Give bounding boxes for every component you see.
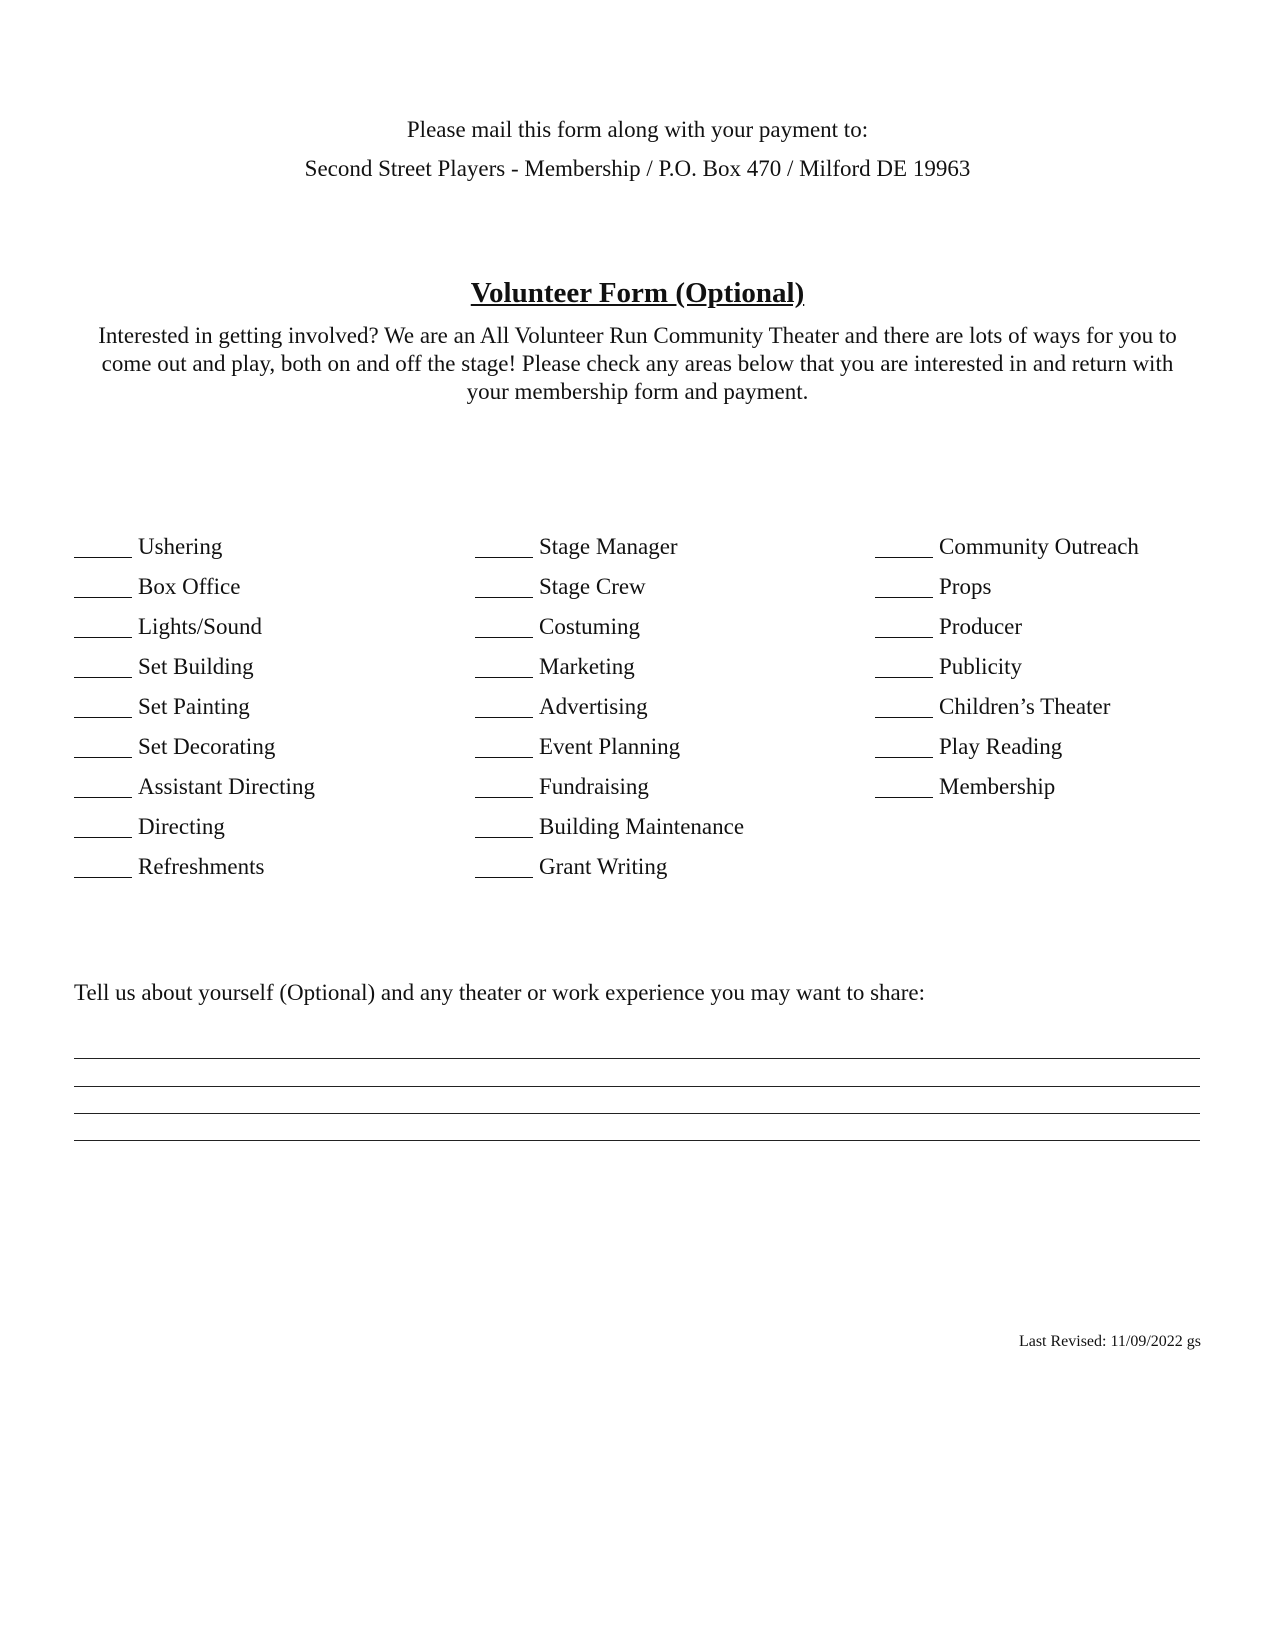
about-prompt: Tell us about yourself (Optional) and any theater or work experience you may want to share: [74,980,926,1005]
option-costuming [475,613,865,653]
option-directing [74,813,464,853]
check-blank[interactable] [74,813,132,838]
option-label: Producer [939,614,1023,639]
option-label: Set Decorating [138,734,276,759]
option-advertising [475,693,865,733]
check-blank[interactable] [74,653,132,678]
option-label: Costuming [539,614,640,639]
intro-paragraph: Interested in getting involved? We are an All Volunteer Run Community Theater and there are lots of ways for you to come out and play, both on and off the stage! Please check any areas below that you are interested in and return with your membership form and payment. [98,323,1177,404]
check-blank[interactable] [875,693,933,718]
option-set-painting [74,693,464,733]
check-blank[interactable] [875,773,933,798]
option-label: Props [939,574,992,599]
option-set-decorating [74,733,464,773]
option-refreshments [74,853,464,893]
check-blank[interactable] [74,693,132,718]
option-label: Fundraising [539,774,649,799]
check-blank[interactable] [74,573,132,598]
option-producer [875,613,1265,653]
check-blank[interactable] [475,573,533,598]
option-label: Assistant Directing [138,774,315,799]
check-blank[interactable] [74,733,132,758]
option-label: Advertising [539,694,648,719]
check-blank[interactable] [875,733,933,758]
option-childrens-theater [875,693,1265,733]
option-stage-crew [475,573,865,613]
option-label: Play Reading [939,734,1063,759]
option-box-office [74,573,464,613]
option-label: Event Planning [539,734,681,759]
option-label: Box Office [138,574,241,599]
option-stage-manager [475,533,865,573]
options-column-2 [475,533,865,893]
option-label: Marketing [539,654,635,679]
option-label: Building Maintenance [539,814,745,839]
options-column-3 [875,533,1265,813]
option-publicity [875,653,1265,693]
option-marketing [475,653,865,693]
option-label: Set Painting [138,694,250,719]
check-blank[interactable] [875,613,933,638]
option-props [875,573,1265,613]
option-ushering [74,533,464,573]
check-blank[interactable] [475,813,533,838]
writing-line[interactable] [74,1058,1200,1059]
option-assistant-directing [74,773,464,813]
check-blank[interactable] [875,653,933,678]
check-blank[interactable] [475,853,533,878]
check-blank[interactable] [74,853,132,878]
mailing-instruction: Please mail this form along with your payment to: [406,117,869,142]
option-label: Children’s Theater [939,694,1111,719]
writing-line[interactable] [74,1113,1200,1114]
option-fundraising [475,773,865,813]
option-label: Lights/Sound [138,614,262,639]
option-label: Stage Crew [539,574,646,599]
option-label: Grant Writing [539,854,668,879]
form-title: Volunteer Form (Optional) [470,277,805,309]
option-label: Publicity [939,654,1023,679]
check-blank[interactable] [475,733,533,758]
option-label: Membership [939,774,1056,799]
option-label: Community Outreach [939,534,1139,559]
option-community-outreach [875,533,1265,573]
option-label: Set Building [138,654,254,679]
option-label: Refreshments [138,854,265,879]
option-membership [875,773,1265,813]
check-blank[interactable] [875,573,933,598]
check-blank[interactable] [74,613,132,638]
last-revised-note: Last Revised: 11/09/2022 gs [1018,1333,1201,1350]
option-lights-sound [74,613,464,653]
option-label: Stage Manager [539,534,678,559]
writing-line[interactable] [74,1086,1200,1087]
writing-line[interactable] [74,1140,1200,1141]
options-column-1 [74,533,464,893]
check-blank[interactable] [74,533,132,558]
check-blank[interactable] [475,693,533,718]
option-event-planning [475,733,865,773]
option-grant-writing [475,853,865,893]
check-blank[interactable] [74,773,132,798]
option-set-building [74,653,464,693]
option-building-maintenance [475,813,865,853]
option-label: Directing [138,814,225,839]
check-blank[interactable] [875,533,933,558]
check-blank[interactable] [475,533,533,558]
mailing-address: Second Street Players - Membership / P.O. Box 470 / Milford DE 19963 [304,156,971,181]
check-blank[interactable] [475,773,533,798]
check-blank[interactable] [475,613,533,638]
check-blank[interactable] [475,653,533,678]
option-label: Ushering [138,534,223,559]
option-play-reading [875,733,1265,773]
